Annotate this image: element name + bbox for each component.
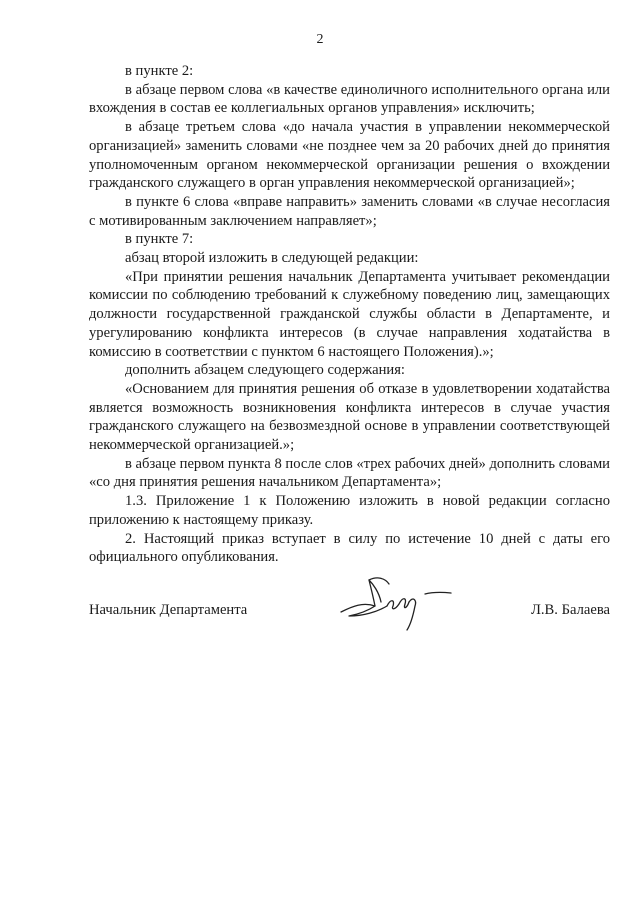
signatory-name: Л.В. Балаева [531,602,610,618]
signature-block [89,602,610,642]
document-body [89,62,610,567]
page-number: 2 [316,32,324,47]
handwritten-signature-image [329,572,469,632]
signatory-position: Начальник Департамента [89,602,248,618]
paragraph: дополнить абзацем следующего содержания: [125,362,405,379]
paragraph: в абзаце третьем слова «до начала участия в управлении некоммерческой организацией» заменить словами «не позднее чем за 20 рабочих дней до принятия уполномоченным органом некоммерческой организации решения о вхождении гражданского служащего в орган управления некоммерческой организацией»; [89,119,610,192]
paragraph: в пункте 6 слова «вправе направить» заменить словами «в случае несогласия с мотивированным заключением направляет»; [89,193,610,229]
paragraph: в пункте 7: [125,231,194,248]
paragraph: 1.3. Приложение 1 к Положению изложить в новой редакции согласно приложению к настоящему приказу. [89,493,610,528]
paragraph: в пункте 2: [125,63,194,79]
paragraph: абзац второй изложить в следующей редакции: [125,250,419,267]
paragraph: в абзаце первом пункта 8 после слов «трех рабочих дней» дополнить словами «со дня принятия решения начальником Департамента»; [89,455,610,491]
paragraph: «Основанием для принятия решения об отказе в удовлетворении ходатайства является возможность возникновения конфликта интересов в случае участия гражданского служащего на безвозмездной основе в управлении соответствующей некоммерческой организацией.»; [89,380,610,454]
paragraph: 2. Настоящий приказ вступает в силу по истечение 10 дней с даты его официального опубликования. [89,530,610,566]
paragraph: «При принятии решения начальник Департамента учитывает рекомендации комиссии по соблюдению требований к служебному поведению лиц, замещающих должности государственной гражданской службы области в Департаменте, и урегулированию конфликта интересов (в случае направления ходатайства в комиссию в соответствии с пунктом 6 настоящего Положения).»; [89,268,610,360]
paragraph: в абзаце первом слова «в качестве единоличного исполнительного органа или вхождения в состав ее коллегиальных органов управления» исключить; [89,81,610,117]
